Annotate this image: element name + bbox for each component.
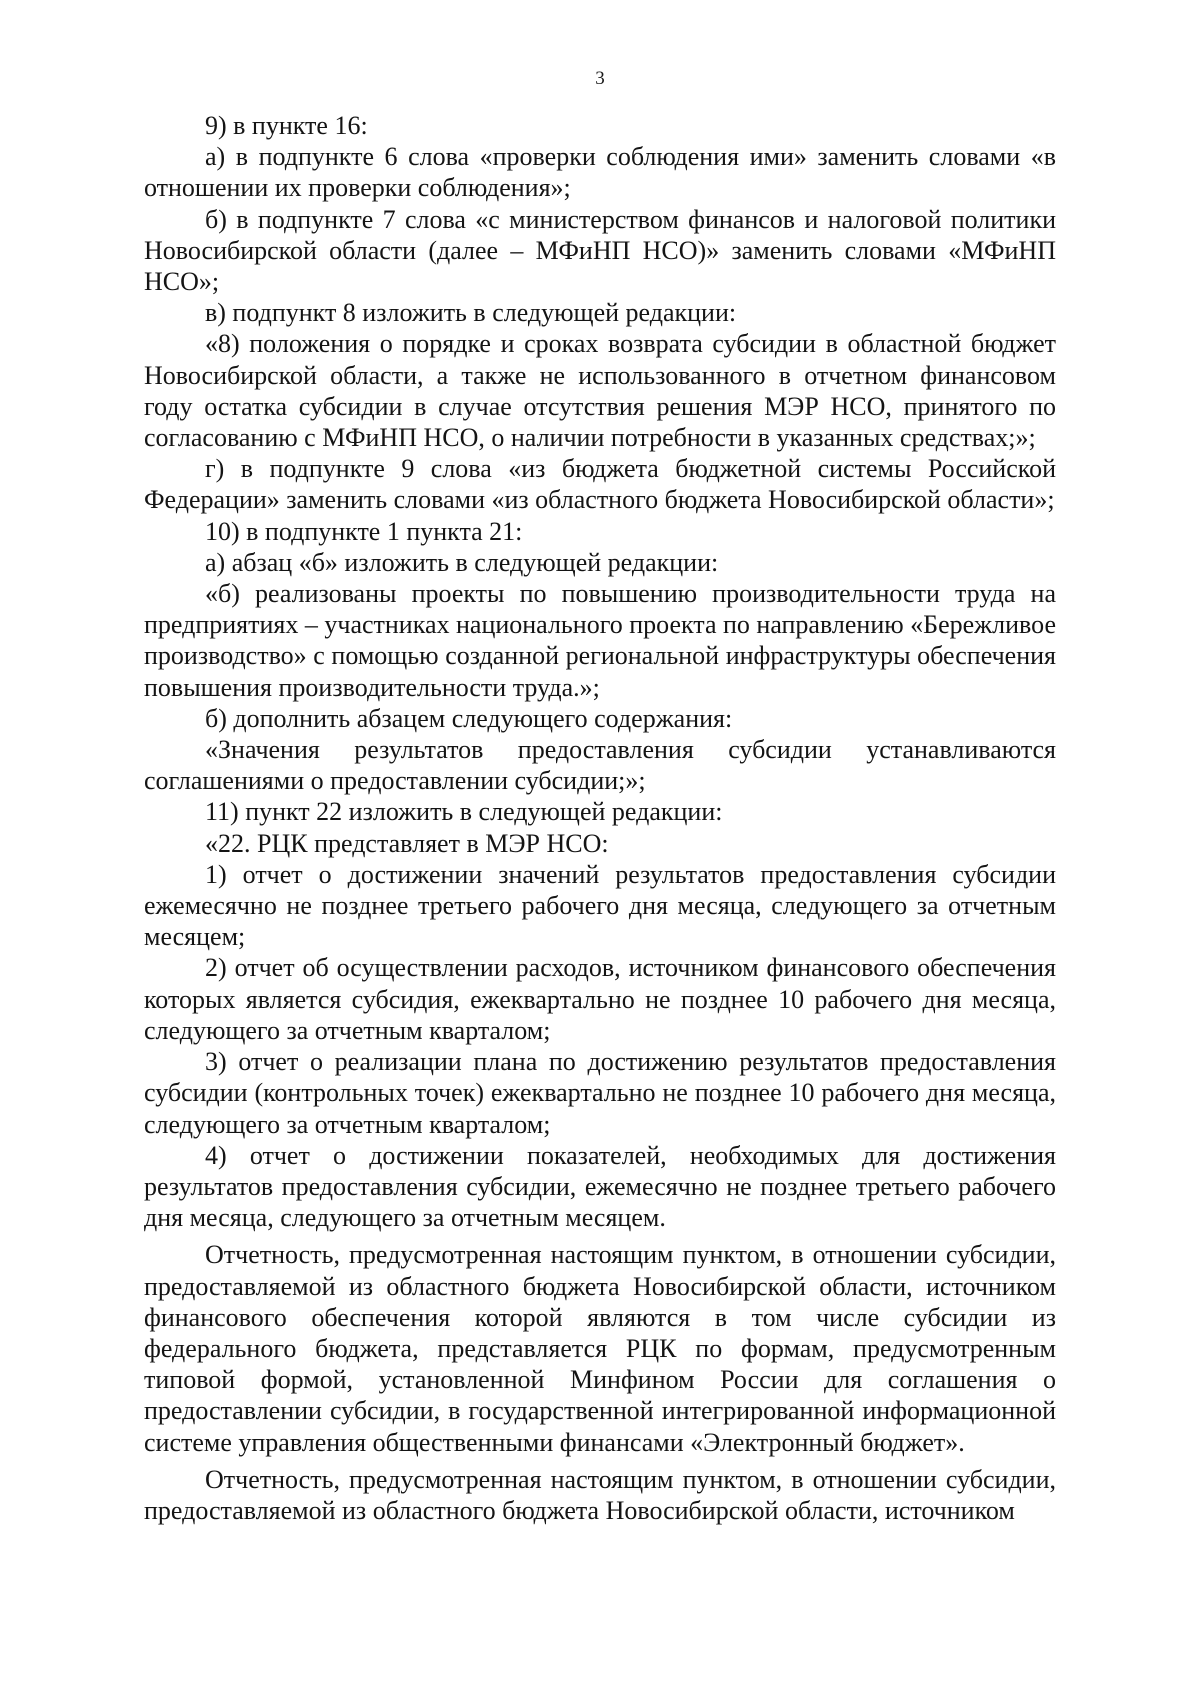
- paragraph: «22. РЦК представляет в МЭР НСО:: [205, 828, 609, 858]
- paragraph: «8) положения о порядке и сроках возврата субсидии в областной бюджет Новосибирской области, а также не использованного в отчетном финансовом году остатка субсидии в случае отсутствия решения МЭР НСО, принятого по согласованию с МФиНП НСО, о наличии потребности в указанных средствах;»;: [144, 329, 1056, 453]
- paragraph: а) в подпункте 6 слова «проверки соблюдения ими» заменить словами «в отношении их проверки соблюдения»;: [144, 142, 1056, 203]
- paragraph: 2) отчет об осуществлении расходов, источником финансового обеспечения которых является субсидия, ежеквартально не позднее 10 рабочего дня месяца, следующего за отчетным кварталом;: [144, 953, 1056, 1045]
- page-number: 3: [595, 68, 605, 89]
- paragraph: Отчетность, предусмотренная настоящим пунктом, в отношении субсидии, предоставляемой из областного бюджета Новосибирской области, источником финансового обеспечения которой являются в том числе субсидии из федерального бюджета, представляется РЦК по формам, предусмотренным типовой формой, установленной Минфином России для соглашения о предоставлении субсидии, в государственной интегрированной информационной системе управления общественными финансами «Электронный бюджет».: [144, 1240, 1056, 1457]
- paragraph: 3) отчет о реализации плана по достижению результатов предоставления субсидии (контрольных точек) ежеквартально не позднее 10 рабочего дня месяца, следующего за отчетным кварталом;: [144, 1047, 1056, 1139]
- paragraph: «Значения результатов предоставления субсидии устанавливаются соглашениями о предоставлении субсидии;»;: [144, 735, 1056, 796]
- paragraph: 9) в пункте 16:: [205, 111, 368, 140]
- paragraph: а) абзац «б» изложить в следующей редакции:: [205, 547, 719, 577]
- paragraph: б) в подпункте 7 слова «с министерством финансов и налоговой политики Новосибирской области (далее – МФиНП НСО)» заменить словами «МФиНП НСО»;: [144, 204, 1056, 297]
- paragraph: в) подпункт 8 изложить в следующей редакции:: [205, 298, 737, 328]
- paragraph: 10) в подпункте 1 пункта 21:: [205, 516, 523, 546]
- paragraph: 1) отчет о достижении значений результатов предоставления субсидии ежемесячно не позднее третьего рабочего дня месяца, следующего за отчетным месяцем;: [144, 859, 1056, 952]
- paragraph: г) в подпункте 9 слова «из бюджета бюджетной системы Российской Федерации» заменить словами «из областного бюджета Новосибирской области»;: [144, 454, 1056, 515]
- paragraph: 11) пункт 22 изложить в следующей редакции:: [205, 797, 723, 827]
- document-body: [144, 110, 1056, 1526]
- paragraph: б) дополнить абзацем следующего содержания:: [205, 703, 733, 733]
- paragraph: 4) отчет о достижении показателей, необходимых для достижения результатов предоставления субсидии, ежемесячно не позднее третьего рабочего дня месяца, следующего за отчетным месяцем.: [144, 1140, 1056, 1233]
- paragraph: Отчетность, предусмотренная настоящим пунктом, в отношении субсидии, предоставляемой из областного бюджета Новосибирской области, источником: [144, 1464, 1056, 1525]
- paragraph: «б) реализованы проекты по повышению производительности труда на предприятиях – участниках национального проекта по направлению «Бережливое производство» с помощью созданной региональной инфраструктуры обеспечения повышения производительности труда.»;: [144, 579, 1056, 702]
